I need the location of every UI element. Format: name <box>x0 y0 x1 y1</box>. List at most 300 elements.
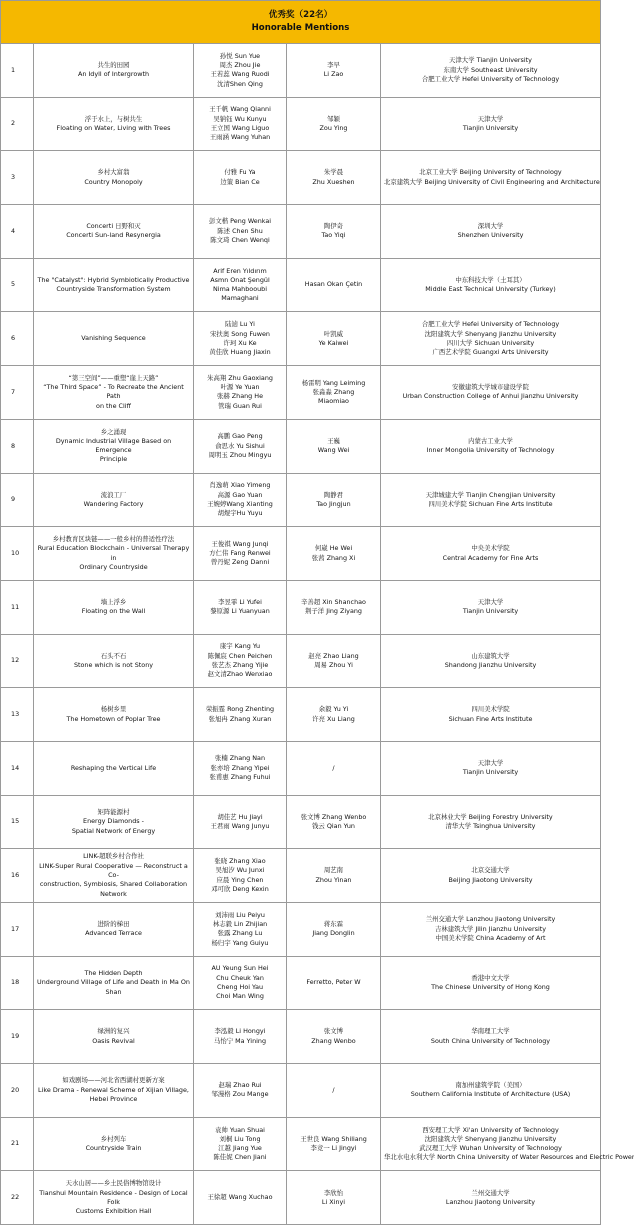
cell-project-line: Reshaping the Vertical Life <box>70 763 157 772</box>
cell-institutions-line: Lanzhou Jiaotong University <box>445 1197 536 1206</box>
cell-designers-line: 孙悦 Sun Yue <box>219 51 261 60</box>
cell-institutions-line: 清华大学 Tsinghua University <box>445 821 536 830</box>
cell-advisor-line: 辛善超 Xin Shanchao <box>301 597 366 606</box>
cell-number: 4 <box>1 205 34 259</box>
cell-advisor-line: Zou Ying <box>319 124 348 133</box>
cell-institutions-line: 吉林建筑大学 Jilin Jianzhu University <box>434 924 547 933</box>
cell-designers-line: 吴钠钰 Wu Kunyu <box>213 114 267 123</box>
cell-number: 12 <box>1 634 34 688</box>
cell-number: 22 <box>1 1171 34 1225</box>
cell-project-line: 乡之涌现 <box>100 427 127 436</box>
cell-project-line: 进阶的梯田 <box>97 920 130 929</box>
cell-institutions-line: 合肥工业大学 Hefei University of Technology <box>421 320 560 329</box>
table-row <box>1 849 601 903</box>
cell-project-line: 乡村列车 <box>100 1134 127 1143</box>
cell-number: 9 <box>1 473 34 527</box>
cell-designers-line: 周杰 Zhou Jie <box>219 61 261 70</box>
cell-institutions <box>381 741 601 795</box>
cell-advisor-line: 陶静君 <box>323 490 344 499</box>
cell-institutions <box>381 97 601 151</box>
cell-project-line: Principle <box>99 455 128 464</box>
cell-advisor <box>287 419 381 473</box>
cell-designers <box>194 1064 287 1118</box>
cell-project-line: 如戏剧场——河北省西湖村更新方案 <box>62 1076 165 1085</box>
cell-advisor-line: Li Xinyi <box>321 1197 346 1206</box>
cell-designers-line: 胡煜宇Hu Yuyu <box>217 509 263 518</box>
cell-project <box>34 1171 194 1225</box>
cell-number: 7 <box>1 366 34 420</box>
cell-institutions-line: 中国美术学院 China Academy of Art <box>435 933 546 942</box>
cell-designers <box>194 634 287 688</box>
cell-advisor-line: Zhang Wenbo <box>311 1036 356 1045</box>
cell-advisor <box>287 97 381 151</box>
cell-designers-line: 张亦培 Zhang Yipei <box>210 763 270 772</box>
cell-institutions-line: Southern California Institute of Architecture (USA) <box>410 1090 571 1099</box>
cell-project-line: 乡村大富翁 <box>97 168 130 177</box>
cell-designers <box>194 151 287 205</box>
cell-number: 15 <box>1 795 34 849</box>
cell-designers-line: 刘桐 Liu Tong <box>219 1134 261 1143</box>
cell-project-line: The "Catalyst": Hybrid Symbiotically Productive <box>37 275 190 284</box>
cell-institutions-line: 香港中文大学 <box>471 973 510 982</box>
cell-institutions-line: 华南理工大学 <box>471 1027 510 1036</box>
cell-number: 13 <box>1 688 34 742</box>
cell-advisor-line: / <box>332 763 335 772</box>
cell-institutions-line: 天津大学 <box>477 114 504 123</box>
cell-designers-line: 胡佳艺 Hu Jiayi <box>217 812 263 821</box>
cell-project <box>34 956 194 1010</box>
cell-institutions <box>381 580 601 634</box>
cell-advisor-line: Zhou Yinan <box>315 875 352 884</box>
cell-project-line: Network <box>100 889 127 898</box>
cell-designers-line: 张楠 Zhang Nan <box>214 754 266 763</box>
cell-project-line: Floating on the Wall <box>81 607 146 616</box>
cell-institutions-line: 天津大学 Tianjin University <box>449 56 532 65</box>
cell-designers-line: 彭文楷 Peng Wenkai <box>208 217 272 226</box>
cell-advisor-line: / <box>332 1085 335 1094</box>
cell-designers-line: 沈清Shen Qing <box>217 79 263 88</box>
cell-project-line: The Hidden Depth <box>84 969 143 978</box>
cell-project-line: 共生的田园 <box>97 61 130 70</box>
cell-designers-line: 俞思水 Yu Sishui <box>215 441 265 450</box>
cell-institutions <box>381 205 601 259</box>
cell-project <box>34 741 194 795</box>
cell-advisor <box>287 1171 381 1225</box>
cell-designers-line: 刘沛雨 Liu Peiyu <box>215 910 265 919</box>
cell-designers-line: 管瑞 Guan Rui <box>218 401 262 410</box>
cell-designers-line: 陈佳妮 Chen Jiani <box>213 1153 267 1162</box>
cell-project <box>34 1117 194 1171</box>
cell-institutions-line: 西安理工大学 Xi'an University of Technology <box>422 1125 559 1134</box>
cell-advisor <box>287 849 381 903</box>
table-header-row <box>1 1 601 44</box>
cell-advisor-line: 钱云 Qian Yun <box>312 821 355 830</box>
cell-project-line: “The Third Space” - To Recreate the Ancient Path <box>43 383 184 401</box>
table-row <box>1 1010 601 1064</box>
cell-advisor <box>287 1064 381 1118</box>
table-row <box>1 473 601 527</box>
table-row <box>1 366 601 420</box>
cell-advisor-line: 何崴 He Wei <box>314 544 353 553</box>
cell-institutions <box>381 44 601 98</box>
cell-institutions-line: Tianjin University <box>462 768 519 777</box>
cell-advisor-line: 荆子洋 Jing Ziyang <box>305 607 362 616</box>
cell-project-line: Countryside Train <box>85 1144 142 1153</box>
cell-project-line: 杨树乡里 <box>100 705 127 714</box>
cell-project-line: Dynamic Industrial Village Based on Emergence <box>55 436 172 455</box>
cell-project-line: Energy Diamonds - <box>83 817 144 826</box>
cell-designers <box>194 1010 287 1064</box>
cell-institutions <box>381 312 601 366</box>
cell-designers-line: 康宇 Kang Yu <box>219 642 261 651</box>
cell-project-line: 矩阵能源村 <box>97 808 130 817</box>
cell-project-line: 流浪工厂 <box>100 490 127 499</box>
cell-advisor-line: 余毅 Yu Yi <box>318 705 349 714</box>
cell-designers-line: 高鹏 Gao Peng <box>217 432 263 441</box>
cell-advisor <box>287 1117 381 1171</box>
cell-project-line: Stone which is not Stony <box>73 660 154 669</box>
cell-designers-line: 周明玉 Zhou Mingyu <box>208 450 272 459</box>
cell-project <box>34 312 194 366</box>
cell-project-line: LINK-超联乡村合作社 <box>83 852 144 861</box>
cell-project-line: 绿洲的复兴 <box>97 1027 130 1036</box>
cell-designers-line: 朱高翔 Zhu Gaoxiang <box>207 373 273 382</box>
cell-advisor <box>287 903 381 957</box>
cell-institutions-line: 兰州交通大学 Lanzhou Jiaotong University <box>425 915 556 924</box>
cell-designers-line: 王千帆 Wang Qianni <box>209 105 271 114</box>
cell-number: 8 <box>1 419 34 473</box>
cell-institutions-line: 天津大学 <box>477 759 504 767</box>
cell-designers-line: Mamaghani <box>221 294 259 303</box>
cell-institutions <box>381 688 601 742</box>
cell-advisor-line: 李早 <box>327 61 340 70</box>
cell-designers-line: 李昱霏 Li Yufei <box>218 597 262 606</box>
cell-institutions <box>381 1117 634 1171</box>
cell-institutions-line: Urban Construction College of Anhui Jianzhu University <box>402 392 579 401</box>
cell-designers <box>194 366 287 420</box>
cell-advisor-line: 张文博 Zhang Wenbo <box>300 812 367 821</box>
cell-project <box>34 688 194 742</box>
table-row <box>1 419 601 473</box>
cell-advisor-line: 许亮 Xu Liang <box>312 714 355 723</box>
cell-institutions-line: 北京林业大学 Beijing Forestry University <box>428 812 553 821</box>
cell-advisor-line: Li Zao <box>323 70 344 79</box>
cell-designers-line: 王婉婷Wang Xianting <box>207 499 273 508</box>
cell-project-line: Oasis Revival <box>92 1036 135 1045</box>
cell-project <box>34 634 194 688</box>
cell-designers-line: 赵文清Zhao Wenxiao <box>207 670 273 679</box>
cell-institutions-line: Shenzhen University <box>457 231 524 240</box>
cell-designers-line: 方仁伟 Fang Renwei <box>209 548 271 557</box>
cell-institutions-line: 东南大学 Southeast University <box>443 65 538 74</box>
cell-designers <box>194 44 287 98</box>
cell-advisor-line: 李欣怡 <box>323 1188 344 1197</box>
cell-project-line: construction, Symbiosis, Shared Collaboration <box>39 880 188 889</box>
cell-advisor <box>287 1010 381 1064</box>
cell-number: 3 <box>1 151 34 205</box>
cell-designers <box>194 473 287 527</box>
cell-designers-line: 杨归宇 Yang Guiyu <box>211 938 269 947</box>
cell-designers-line: Choi Man Wing <box>216 992 264 1001</box>
cell-institutions-line: 北京工业大学 Beijing University of Technology <box>419 168 562 177</box>
cell-advisor-line: 张文博 <box>323 1027 344 1036</box>
cell-designers-line: 陈文琦 Chen Wenqi <box>210 236 270 245</box>
cell-number: 5 <box>1 258 34 312</box>
cell-institutions-line: 沈阳建筑大学 Shenyang Jianzhu University <box>424 329 557 338</box>
cell-institutions-line: 华北水电水利大学 North China University of Water Resources and Electric Power <box>384 1153 634 1162</box>
cell-designers-line: 张晓 Zhang Xiao <box>214 857 266 866</box>
cell-designers-line: 王立国 Wang Liguo <box>210 124 270 133</box>
cell-designers-line: 张赫 Zhang He <box>216 392 264 401</box>
cell-designers-line: 王君雨 Wang Junyu <box>210 821 270 830</box>
cell-project-line: Like Drama - Renewal Scheme of Xijian Village, <box>38 1085 189 1094</box>
cell-project-line: Shan <box>105 987 122 996</box>
cell-advisor <box>287 527 381 581</box>
cell-designers-line: Arif Eren Yıldırım <box>213 266 267 275</box>
table-row <box>1 580 601 634</box>
cell-designers <box>194 312 287 366</box>
cell-institutions <box>381 1010 601 1064</box>
cell-project-line: Concerti Sun-land Resynergia <box>66 231 161 240</box>
cell-institutions-line: 兰州交通大学 <box>471 1188 510 1197</box>
cell-designers-line: 叶源 Ye Yuan <box>220 383 260 392</box>
cell-advisor <box>287 473 381 527</box>
cell-designers-line: 陆逌 Lu Yi <box>225 320 255 329</box>
cell-designers-line: 陈述 Chen Shu <box>217 226 263 235</box>
cell-project-line: 乡村教育区块链——一般乡村的普适性疗法 <box>52 534 175 543</box>
cell-number: 20 <box>1 1064 34 1118</box>
cell-designers <box>194 205 287 259</box>
cell-project-line: Concerti 日野和灭 <box>86 222 141 231</box>
cell-designers-line: 付雅 Fu Ya <box>224 168 256 177</box>
cell-institutions <box>381 366 601 420</box>
cell-designers-line: 李泓毅 Li Hongyi <box>214 1027 266 1036</box>
cell-advisor <box>287 741 381 795</box>
cell-designers-line: 曾丹妮 Zeng Danni <box>210 558 270 567</box>
cell-designers-line: 邹漫格 Zou Mange <box>211 1090 269 1099</box>
table-row <box>1 1171 601 1225</box>
cell-institutions-line: 南加州建筑学院（美国） <box>455 1081 526 1090</box>
cell-number: 21 <box>1 1117 34 1171</box>
cell-number: 1 <box>1 44 34 98</box>
cell-project <box>34 151 194 205</box>
cell-advisor-line: Hasan Okan Çetin <box>304 280 363 289</box>
cell-advisor-line: 李竞一 Li Jingyi <box>310 1144 357 1153</box>
cell-number: 17 <box>1 903 34 957</box>
cell-advisor <box>287 634 381 688</box>
cell-institutions <box>381 473 601 527</box>
cell-project-line: Country Monopoly <box>84 177 143 186</box>
table-row <box>1 97 601 151</box>
cell-advisor <box>287 258 381 312</box>
cell-advisor <box>287 312 381 366</box>
cell-advisor-line: 陶伊奇 <box>323 222 344 231</box>
table-row <box>1 151 601 205</box>
cell-designers-line: 袁帅 Yuan Shuai <box>215 1125 265 1134</box>
cell-institutions-line: 天津城建大学 Tianjin Chengjian University <box>425 490 556 499</box>
cell-institutions <box>381 1171 601 1225</box>
cell-number: 6 <box>1 312 34 366</box>
cell-project-line: Underground Village of Life and Death in Ma On <box>37 978 190 987</box>
cell-institutions <box>381 903 601 957</box>
cell-designers-line: 高源 Gao Yuan <box>217 490 263 499</box>
cell-advisor-line: 王世良 Wang Shiliang <box>300 1134 367 1143</box>
cell-project <box>34 473 194 527</box>
cell-project-line: Spatial Network of Energy <box>71 826 156 835</box>
cell-number: 11 <box>1 580 34 634</box>
cell-designers-line: 王雨涵 Wang Yuhan <box>209 133 271 142</box>
cell-advisor-line: 张淼淼 Zhang <box>312 387 355 396</box>
cell-designers-line: 荣振霆 Rong Zhenting <box>205 705 275 714</box>
cell-advisor-line: Ye Kaiwei <box>318 338 349 347</box>
cell-designers-line: 张甫惠 Zhang Fuhui <box>209 772 271 781</box>
table-row <box>1 688 601 742</box>
cell-institutions <box>381 527 601 581</box>
cell-designers <box>194 580 287 634</box>
cell-project <box>34 1010 194 1064</box>
cell-designers-line: 张露 Zhang Lu <box>217 929 263 938</box>
cell-project-line: 天水山居——乡土民俗博物馆设计 <box>65 1179 162 1188</box>
table-row <box>1 956 601 1010</box>
cell-advisor-line: Miaomiao <box>318 397 349 406</box>
cell-advisor <box>287 151 381 205</box>
cell-institutions-line: 深圳大学 <box>477 222 504 231</box>
cell-designers-line: 黄佳欣 Huang Jiaxin <box>209 348 271 357</box>
cell-designers-line: Nima Mahbooubi <box>213 285 267 294</box>
header-title-en: Honorable Mentions <box>251 23 350 33</box>
cell-project <box>34 849 194 903</box>
cell-institutions-line: 山东建筑大学 <box>471 651 510 660</box>
cell-institutions-line: Tianjin University <box>462 607 519 616</box>
cell-institutions <box>381 1064 601 1118</box>
cell-designers-line: 王徐超 Wang Xuchao <box>207 1193 273 1202</box>
cell-advisor-line: 张茜 Zhang Xi <box>311 553 356 562</box>
table-row <box>1 527 601 581</box>
cell-designers-line: 马怡宁 Ma Yining <box>213 1036 267 1045</box>
table-row <box>1 741 601 795</box>
cell-institutions-line: 中东科技大学（土耳其） <box>455 275 526 284</box>
cell-institutions-line: 天津大学 <box>477 597 504 606</box>
table-row <box>1 1117 601 1171</box>
cell-number: 16 <box>1 849 34 903</box>
cell-project-line: Wandering Factory <box>83 499 144 508</box>
cell-institutions <box>381 419 601 473</box>
table-row <box>1 312 601 366</box>
table-row <box>1 205 601 259</box>
cell-number: 2 <box>1 97 34 151</box>
cell-institutions-line: 安徽建筑大学城市建设学院 <box>452 383 529 392</box>
cell-advisor-line: 蒋东霖 <box>323 920 344 929</box>
cell-project-line: Rural Education Blockchain - Universal Therapy in <box>37 544 190 562</box>
cell-designers <box>194 741 287 795</box>
cell-advisor-line: 叶凯威 <box>323 329 344 338</box>
cell-institutions-line: Tianjin University <box>462 124 519 133</box>
cell-advisor-line: 周艺南 <box>323 866 344 875</box>
cell-number: 18 <box>1 956 34 1010</box>
cell-designers-line: 张艺杰 Zhang Yijie <box>211 660 269 669</box>
header-title-cn: 优秀奖（22名） <box>268 10 333 21</box>
cell-institutions-line: Beijing Jiaotong University <box>448 875 533 884</box>
cell-project <box>34 580 194 634</box>
cell-institutions-line: 合肥工业大学 Hefei University of Technology <box>421 74 560 83</box>
cell-advisor-line: Tao Jingjun <box>316 499 351 508</box>
cell-designers-line: 赵瑞 Zhao Rui <box>218 1081 262 1090</box>
table-row <box>1 795 601 849</box>
cell-project <box>34 366 194 420</box>
cell-advisor-line: Jiang Donglin <box>312 929 355 938</box>
cell-project-line: on the Cliff <box>96 401 131 410</box>
cell-designers <box>194 258 287 312</box>
cell-institutions <box>381 795 601 849</box>
cell-project <box>34 205 194 259</box>
cell-project-line: Hebei Province <box>89 1095 138 1104</box>
table-header <box>1 1 601 44</box>
cell-institutions-line: Shandong Jianzhu University <box>444 660 537 669</box>
cell-project-line: Tianshui Mountain Residence - Design of Local Folk <box>39 1188 188 1206</box>
cell-institutions-line: The Chinese University of Hong Kong <box>431 983 550 992</box>
cell-designers <box>194 688 287 742</box>
cell-project-line: Customs Exhibition Hall <box>75 1207 152 1216</box>
table-row <box>1 1064 601 1118</box>
cell-designers-line: 王若蕊 Wang Ruodi <box>210 70 270 79</box>
cell-institutions-line: 北京建筑大学 Beijing University of Civil Engineering and Architecture <box>384 177 600 186</box>
cell-advisor-line: 杨雷明 Yang Leiming <box>301 378 366 387</box>
cell-designers <box>194 795 287 849</box>
cell-institutions-line: 广西艺术学院 Guangxi Arts University <box>432 348 549 357</box>
cell-project-line: The Hometown of Poplar Tree <box>66 714 161 723</box>
cell-advisor-line: 邹颖 <box>327 114 340 123</box>
table-body <box>1 44 634 1225</box>
cell-advisor-line: Wang Wei <box>317 446 350 455</box>
cell-project-line: Floating on Water, Living with Trees <box>56 124 171 133</box>
cell-advisor-line: Ferretto, Peter W <box>306 978 361 987</box>
cell-institutions <box>381 956 601 1010</box>
cell-designers <box>194 419 287 473</box>
cell-number: 14 <box>1 741 34 795</box>
cell-advisor-line: 周易 Zhou Yi <box>314 660 353 669</box>
cell-designers <box>194 1171 287 1225</box>
cell-advisor <box>287 688 381 742</box>
cell-advisor <box>287 205 381 259</box>
cell-project <box>34 795 194 849</box>
table-row <box>1 44 601 98</box>
cell-advisor-line: 朱学晨 <box>323 168 344 177</box>
cell-designers-line: Cheng Hoi Yau <box>216 983 264 992</box>
cell-designers <box>194 1117 287 1171</box>
cell-project <box>34 903 194 957</box>
cell-institutions-line: 北京交通大学 <box>471 866 510 875</box>
cell-designers-line: 黎原源 Li Yuanyuan <box>210 607 270 616</box>
cell-designers <box>194 956 287 1010</box>
cell-number: 10 <box>1 527 34 581</box>
cell-institutions <box>381 849 601 903</box>
cell-institutions <box>381 634 601 688</box>
cell-designers-line: 边策 Bian Ce <box>220 177 260 186</box>
cell-project-line: LINK-Super Rural Cooperative — Reconstruct a Co- <box>39 861 188 880</box>
cell-institutions-line: Central Academy for Fine Arts <box>442 553 539 562</box>
cell-project <box>34 419 194 473</box>
cell-institutions-line: 四川大学 Sichuan University <box>446 338 535 347</box>
table-row <box>1 634 601 688</box>
cell-designers-line: 宋扶奥 Song Fuwen <box>210 329 270 338</box>
cell-project <box>34 97 194 151</box>
cell-advisor-line: 赵亮 Zhao Liang <box>308 651 359 660</box>
cell-institutions-line: 中央美术学院 <box>471 544 510 553</box>
cell-project <box>34 258 194 312</box>
cell-designers-line: 邓可欣 Deng Kexin <box>211 884 269 893</box>
cell-project-line: An Idyll of Intergrowth <box>77 70 150 79</box>
cell-project-line: Vanishing Sequence <box>81 334 146 343</box>
